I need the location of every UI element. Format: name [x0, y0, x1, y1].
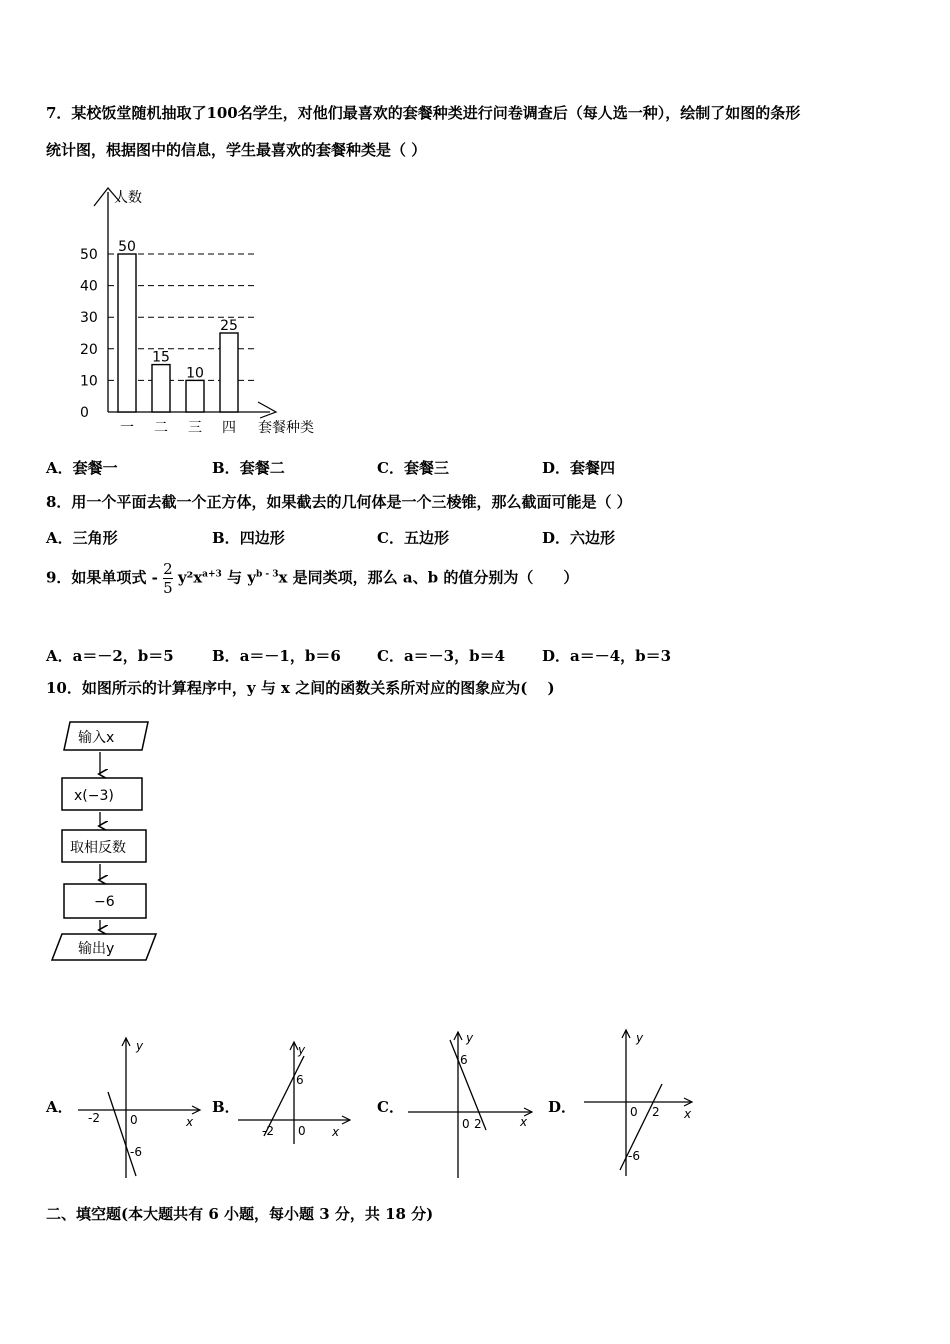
q10-text: 10．如图所示的计算程序中，y 与 x 之间的函数关系所对应的图象应为( ) [46, 679, 555, 697]
q9-option-a[interactable]: A．a＝－2，b＝5 [46, 647, 174, 665]
q10-option-d-label[interactable]: D． [548, 1098, 577, 1116]
q8-text: 8．用一个平面去截一个正方体，如果截去的几何体是一个三棱锥，那么截面可能是（ ） [46, 493, 632, 511]
svg-text:y: y [466, 1031, 474, 1045]
q8-option-b[interactable]: B．四边形 [212, 529, 285, 547]
flow-subtract-text: −6 [94, 894, 115, 910]
y-tick-label: 0 [80, 405, 89, 421]
svg-text:y: y [636, 1031, 644, 1045]
q10-option-c-label[interactable]: C． [377, 1098, 404, 1116]
q9-term2-exp: b - 3 [255, 569, 279, 580]
q10-option-b-label[interactable]: B． [212, 1098, 240, 1116]
q7-option-b[interactable]: B．套餐二 [212, 459, 285, 477]
flow-multiply-text: x(−3) [74, 788, 114, 804]
graph-a-line [108, 1092, 136, 1176]
bar [186, 380, 204, 412]
bar [220, 333, 238, 412]
bar-value-label: 10 [186, 365, 204, 382]
q8-option-c[interactable]: C．五边形 [377, 529, 449, 547]
y-tick-label: 30 [80, 310, 98, 327]
svg-text:-2: -2 [88, 1111, 100, 1125]
q9-fraction [163, 560, 173, 597]
y-tick-label: 50 [80, 247, 98, 263]
svg-text:-6: -6 [628, 1149, 640, 1163]
q9-prefix: 9．如果单项式 - [46, 568, 158, 587]
q9-option-b[interactable]: B．a＝－1，b＝6 [212, 647, 341, 665]
q9-text [46, 560, 578, 597]
y-tick-label: 10 [80, 373, 98, 390]
category-label: 四 [222, 420, 236, 436]
q9-mid: 与 y [221, 568, 256, 587]
svg-text:0: 0 [298, 1124, 306, 1138]
q7-option-d[interactable]: D．套餐四 [542, 459, 616, 477]
svg-text:2: 2 [652, 1105, 660, 1119]
svg-text:x: x [332, 1125, 340, 1139]
svg-text:y: y [136, 1039, 144, 1053]
bar [152, 365, 170, 412]
q9-frac-num: 2 [163, 560, 173, 578]
category-label: 二 [154, 420, 168, 436]
bar-value-label: 50 [118, 239, 136, 255]
q9-suffix: x 是同类项，那么 a、b 的值分别为（ ） [278, 568, 579, 587]
q9-frac-den: 5 [163, 579, 173, 597]
svg-text:y: y [298, 1043, 306, 1057]
q9-term1-exp: a+3 [202, 569, 222, 580]
bar-chart [70, 180, 340, 440]
flow-input-text: 输入x [78, 730, 115, 746]
q8-option-d[interactable]: D．六边形 [542, 529, 616, 547]
svg-text:0: 0 [130, 1113, 138, 1127]
svg-text:-2: -2 [262, 1124, 274, 1138]
q10-graph-c[interactable] [404, 1026, 544, 1180]
svg-text:-6: -6 [130, 1145, 142, 1159]
x-axis-arrow [258, 402, 276, 418]
q9-option-d[interactable]: D．a＝－4，b＝3 [542, 647, 672, 665]
svg-text:x: x [520, 1115, 528, 1129]
svg-text:0: 0 [630, 1105, 638, 1119]
q7-line1: 7．某校饭堂随机抽取了100名学生，对他们最喜欢的套餐种类进行问卷调查后（每人选一种），绘制了如图的条形 [46, 104, 801, 122]
flowchart [48, 710, 168, 970]
bar [118, 254, 136, 412]
category-label: 一 [120, 420, 134, 436]
bar-value-label: 15 [152, 349, 170, 366]
section-2-heading: 二、填空题(本大题共有 6 小题，每小题 3 分，共 18 分) [46, 1205, 434, 1223]
y-tick-label: 20 [80, 341, 98, 358]
bar-value-label: 25 [220, 318, 238, 334]
q10-graph-d[interactable] [580, 1026, 700, 1180]
y-tick-label: 40 [80, 278, 98, 295]
q7-line2: 统计图，根据图中的信息，学生最喜欢的套餐种类是（ ） [46, 141, 427, 159]
flow-negate-text: 取相反数 [70, 840, 126, 856]
svg-text:2: 2 [474, 1117, 482, 1131]
y-axis-label: 人数 [114, 190, 142, 206]
flow-output-text: 输出y [78, 941, 115, 957]
q8-option-a[interactable]: A．三角形 [46, 529, 118, 547]
x-axis-label: 套餐种类 [258, 420, 314, 436]
svg-text:6: 6 [296, 1073, 304, 1087]
svg-text:x: x [186, 1115, 194, 1129]
q7-option-a[interactable]: A．套餐一 [46, 459, 118, 477]
q10-graph-a[interactable] [78, 1030, 208, 1180]
q9-term1: y²x [177, 568, 203, 587]
q10-graph-b[interactable] [236, 1036, 356, 1146]
svg-text:0: 0 [462, 1117, 470, 1131]
q9-option-c[interactable]: C．a＝－3，b＝4 [377, 647, 506, 665]
q7-option-c[interactable]: C．套餐三 [377, 459, 449, 477]
q10-option-a-label[interactable]: A． [46, 1098, 73, 1116]
svg-text:x: x [684, 1107, 692, 1121]
svg-text:6: 6 [460, 1053, 468, 1067]
category-label: 三 [188, 420, 202, 436]
